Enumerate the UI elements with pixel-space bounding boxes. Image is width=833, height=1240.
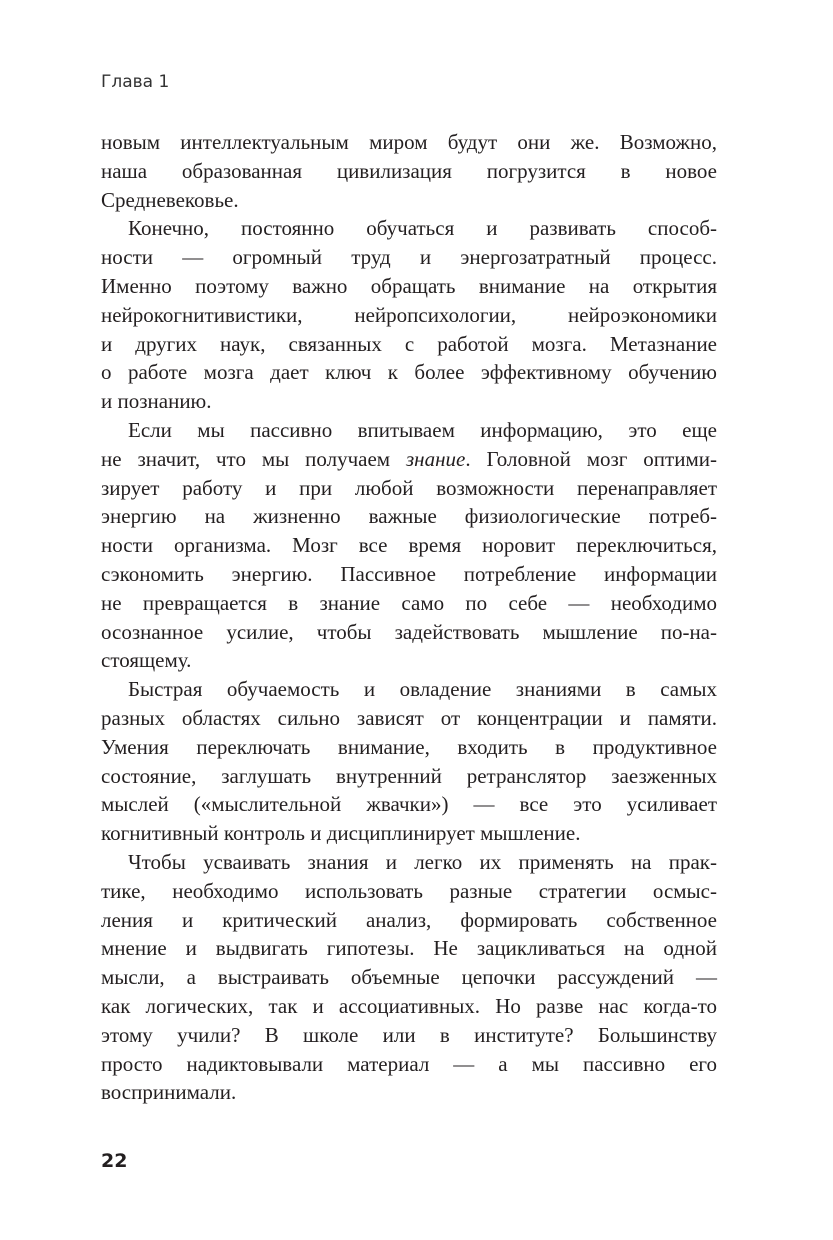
paragraph [101, 675, 717, 848]
text-line: просто надиктовывали материал — а мы пассивно его [101, 1051, 717, 1076]
text-line: наша образованная цивилизация погрузится в новое [101, 158, 717, 183]
text-line: мысли, а выстраивать объемные цепочки рассуждений — [101, 965, 717, 990]
text-line: новым интеллектуальным миром будут они же. Возможно, [101, 130, 717, 154]
text-segment: не значит, что мы получаем [101, 446, 406, 471]
text-line: Если мы пассивно впитываем информацию, это еще [128, 417, 717, 442]
text-line: ности организма. Мозг все время норовит переключиться, [101, 533, 717, 558]
text-segment: . Головной мозг оптими- [465, 446, 717, 471]
text-line: Умения переключать внимание, входить в продуктивное [101, 734, 717, 759]
text-line: Конечно, постоянно обучаться и развивать способ- [128, 216, 717, 241]
text-line: Чтобы усваивать знания и легко их применять на прак- [128, 849, 717, 874]
text-line: когнитивный контроль и дисциплинирует мышление. [101, 821, 581, 846]
italic-emphasis: знание [405, 446, 466, 471]
text-line: и познанию. [101, 389, 212, 414]
text-line: нейрокогнитивистики, нейропсихологии, нейроэкономики [101, 302, 717, 327]
text-line: о работе мозга дает ключ к более эффективному обучению [101, 360, 717, 385]
text-line: как логических, так и ассоциативных. Но разве нас когда-то [101, 993, 717, 1018]
text-line [101, 445, 717, 474]
text-line: мыслей («мыслительной жвачки») — все это усиливает [101, 792, 717, 817]
text-line: состояние, заглушать внутренний ретранслятор заезженных [101, 763, 717, 788]
text-line: стоящему. [101, 648, 192, 673]
text-line: не превращается в знание само по себе — необходимо [101, 590, 717, 615]
text-line: осознанное усилие, чтобы задействовать мышление по-на- [101, 619, 717, 644]
body-text [101, 128, 717, 1107]
text-line: Именно поэтому важно обращать внимание на открытия [101, 273, 717, 298]
text-line: разных областях сильно зависят от концентрации и памяти. [101, 705, 717, 730]
text-line: Средневековье. [101, 187, 239, 212]
text-line: ности — огромный труд и энергозатратный процесс. [101, 245, 717, 270]
paragraph [101, 214, 717, 416]
text-line: сэкономить энергию. Пассивное потребление информации [101, 561, 717, 586]
text-line: воспринимали. [101, 1080, 237, 1105]
text-line: зирует работу и при любой возможности перенаправляет [101, 475, 717, 500]
text-line: тике, необходимо использовать разные стратегии осмыс- [101, 878, 717, 903]
text-line: энергию на жизненно важные физиологические потреб- [101, 504, 717, 529]
page-number: 22 [101, 1150, 128, 1172]
running-head: Глава 1 [101, 72, 170, 92]
paragraph [101, 848, 717, 1107]
paragraph [101, 416, 717, 675]
text-line: мнение и выдвигать гипотезы. Не зацикливаться на одной [101, 936, 717, 961]
text-line: и других наук, связанных с работой мозга. Метазнание [101, 331, 717, 356]
text-line: Быстрая обучаемость и овладение знаниями в самых [128, 677, 717, 702]
text-line: этому учили? В школе или в институте? Большинству [101, 1022, 717, 1047]
paragraph [101, 128, 717, 214]
text-line: ления и критический анализ, формировать собственное [101, 907, 717, 932]
